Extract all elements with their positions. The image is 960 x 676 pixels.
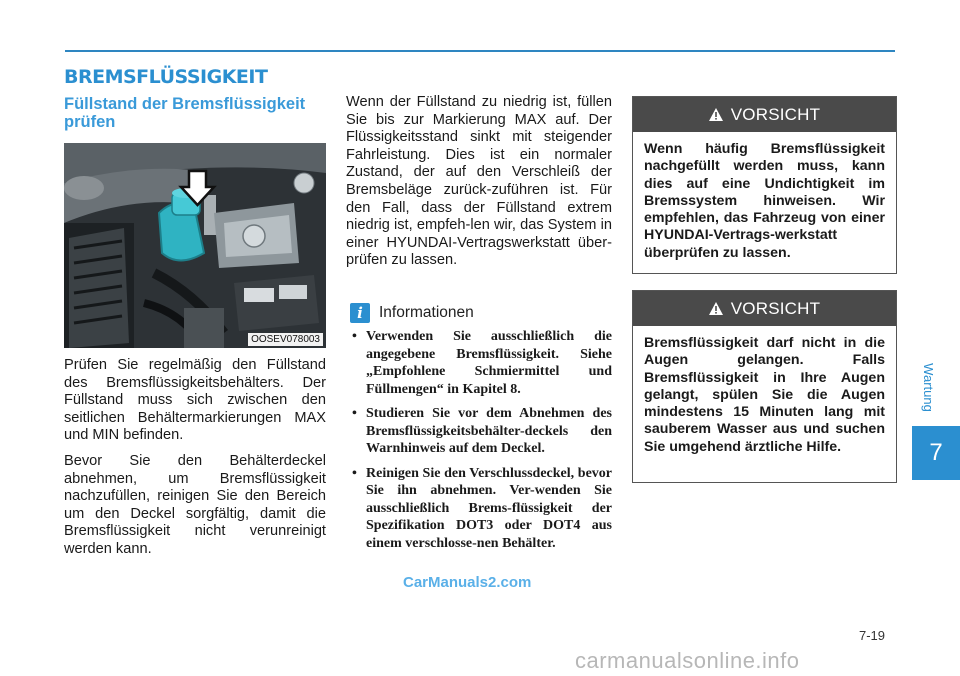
section-title: BREMSFLÜSSIGKEIT — [64, 66, 268, 88]
caution-text: Bremsflüssigkeit darf nicht in die Augen gelangen. Falls Bremsflüssigkeit in Ihre Augen gelangt, spülen Sie die Augen mindestens 15 Minuten lang mit sauberem Wasser aus und suchen Sie umgehend ärztliche Hilfe. — [644, 335, 885, 455]
watermark: CarManuals2.com — [403, 574, 532, 591]
middle-column-text — [346, 94, 612, 278]
info-icon: i — [350, 303, 370, 323]
top-rule — [65, 50, 895, 52]
engine-bay-illustration — [64, 143, 326, 348]
subsection-title: Füllstand der Bremsflüssigkeit prüfen — [64, 95, 306, 131]
bullet-icon: • — [352, 465, 357, 481]
paragraph: Wenn der Füllstand zu niedrig ist, füllen Sie bis zur Markierung MAX auf. Der Flüssigkeitsstand sinkt mit steigender Fahrleistung. Dies ist ein normaler Zustand, der auf den Verschleiß der Bremsbeläge zurück-zuführen ist. Für den Fall, dass der Füllstand extrem niedrig ist, empfeh-len wir, das System in einer HYUNDAI-Vertragswerkstatt über-prüfen zu lassen. — [346, 94, 612, 269]
chapter-tab[interactable]: 7 — [912, 426, 960, 480]
caution-title: VORSICHT — [730, 298, 821, 318]
paragraph: Bevor Sie den Behälterdeckel abnehmen, um Bremsflüssigkeit nachzufüllen, reinigen Sie den Bereich um den Deckel sorgfältig, damit die Bremsflüssigkeit nicht verunreinigt werden kann. — [64, 452, 326, 557]
figure-code: OOSEV078003 — [248, 333, 323, 346]
bullet-icon: • — [352, 406, 357, 421]
bullet-icon: • — [352, 329, 357, 344]
info-title: Informationen — [379, 304, 474, 321]
caution-box — [632, 290, 897, 483]
paragraph: Prüfen Sie regelmäßig den Füllstand des Bremsflüssigkeitsbehälters. Der Füllstand muss sich zwischen den seitlichen Behältermarkierungen MAX und MIN befinden. — [64, 357, 326, 444]
chapter-side-label[interactable]: Wartung — [920, 362, 936, 412]
engine-bay-photo — [64, 143, 326, 348]
list-item: • Reinigen Sie den Verschlussdeckel, bevor Sie ihn abnehmen. Ver-wenden Sie ausschließlich Brems-flüssigkeit der Spezifikation DOT3 oder DOT4 aus einem verschlosse-nen Behälter. — [352, 465, 612, 551]
caution-box — [632, 96, 897, 274]
caution-title: VORSICHT — [730, 104, 821, 124]
caution-text: Wenn häufig Bremsflüssigkeit nachgefüllt werden muss, kann dies auf eine Undichtigkeit im Bremssystem hinweisen. Wir empfehlen, das Fahrzeug von einer HYUNDAI-Vertrags-werkstatt überprüfen zu lassen. — [644, 141, 885, 261]
caution-header — [633, 291, 896, 326]
info-header — [350, 303, 474, 323]
warning-triangle-icon — [709, 108, 723, 121]
info-list — [352, 328, 612, 559]
list-item: • Verwenden Sie ausschließlich die angegebene Bremsflüssigkeit. Siehe „Empfohlene Schmiermittel und Füllmengen“ in Kapitel 8. — [352, 329, 612, 397]
warning-triangle-icon — [709, 302, 723, 315]
page-number: 7-19 — [859, 628, 886, 643]
caution-header — [633, 97, 896, 132]
list-item: • Studieren Sie vor dem Abnehmen des Bremsflüssigkeitsbehälter-deckels den Warnhinweis auf dem Deckel. — [352, 406, 612, 456]
footer-url: carmanualsonline.info — [575, 648, 800, 673]
left-column-text — [64, 357, 326, 567]
